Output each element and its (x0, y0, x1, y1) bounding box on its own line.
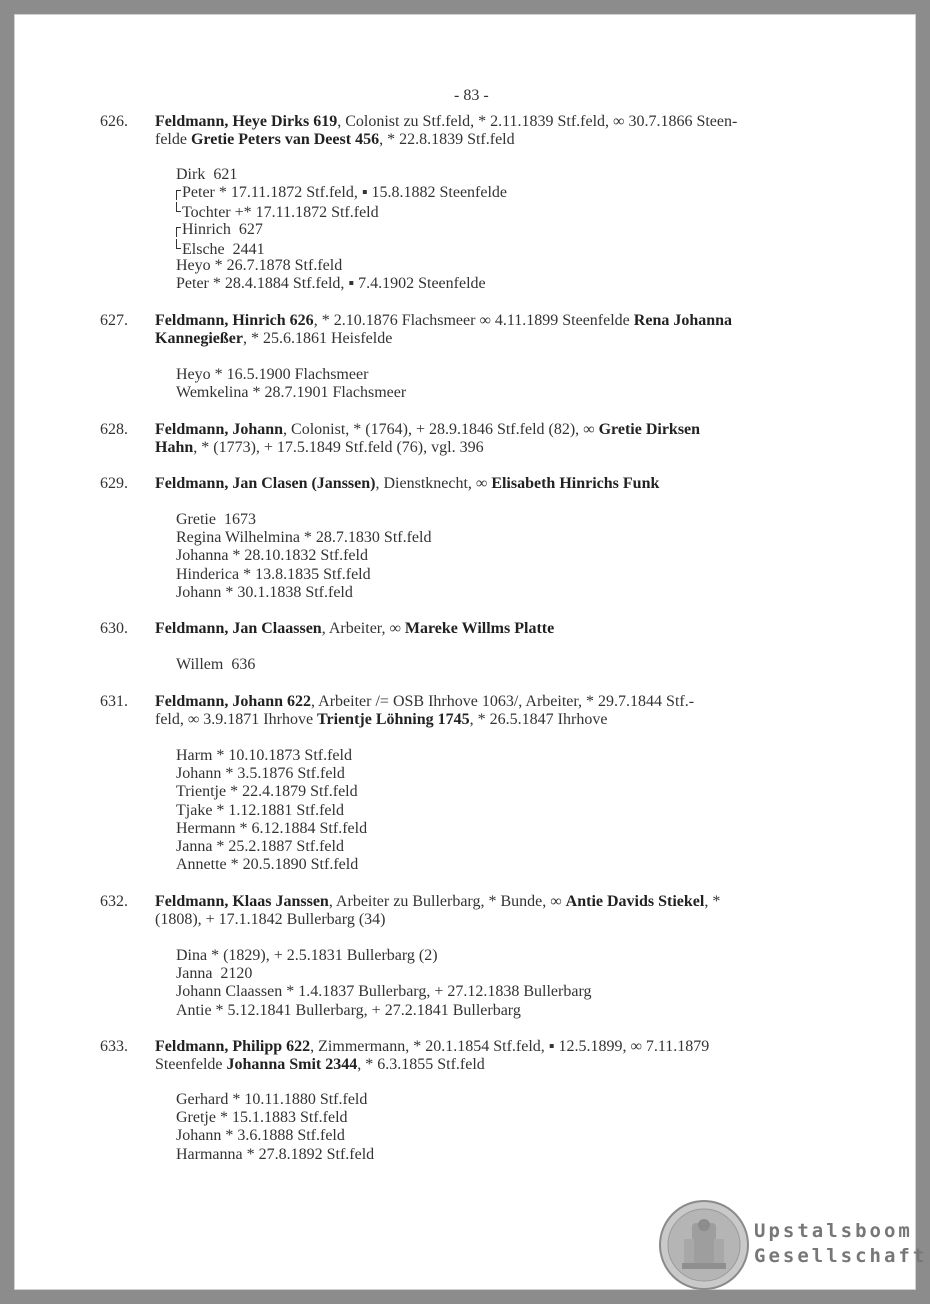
child-line: Harmanna * 27.8.1892 Stf.feld (176, 1145, 375, 1163)
person-name: Feldmann, Philipp 622 (155, 1038, 311, 1055)
bracket-mark (176, 190, 181, 200)
entry-number: 631. (100, 693, 128, 710)
heading-text: , * 25.6.1861 Heisfelde (243, 330, 393, 347)
heading-text: , * (1773), + 17.5.1849 Stf.feld (76), vgl. 396 (193, 439, 484, 456)
child-line: Heyo * 16.5.1900 Flachsmeer (176, 366, 369, 383)
entry-heading (155, 475, 855, 493)
children-630 (176, 656, 836, 674)
page-number: - 83 - (454, 87, 489, 104)
child-line: Regina Wilhelmina * 28.7.1830 Stf.feld (176, 529, 432, 547)
child-line: Heyo * 26.7.1878 Stf.feld (176, 256, 343, 274)
person-name: Feldmann, Heye Dirks 619 (155, 113, 338, 130)
spouse-name: Elisabeth Hinrichs Funk (491, 475, 660, 492)
heading-text: , Colonist, * (1764), + 28.9.1846 Stf.feld (82), ∞ (283, 421, 599, 438)
child-line: Willem 636 (176, 656, 256, 673)
child-line: Trientje * 22.4.1879 Stf.feld (176, 783, 358, 801)
child-line: Peter * 17.11.1872 Stf.feld, ▪ 15.8.1882 Steenfelde (176, 184, 836, 202)
entry-number: 629. (100, 475, 128, 492)
heading-text: felde (155, 131, 191, 148)
spouse-name: Trientje Löhning 1745 (317, 711, 470, 728)
heading-text: , Colonist zu Stf.feld, * 2.11.1839 Stf.feld, ∞ 30.7.1866 Steen- (337, 113, 738, 130)
children-629 (176, 511, 836, 602)
entry-number: 633. (100, 1038, 128, 1055)
child-line: Gerhard * 10.11.1880 Stf.feld (176, 1091, 368, 1108)
child-line: Dina * (1829), + 2.5.1831 Bullerbarg (2) (176, 947, 438, 964)
document-page (14, 14, 928, 1290)
heading-text: , * 22.8.1839 Stf.feld (379, 131, 515, 148)
spouse-name: Kannegießer (155, 330, 243, 347)
entry-number: 628. (100, 421, 128, 438)
entry-number: 627. (100, 312, 128, 329)
heading-text: , Arbeiter zu Bullerbarg, * Bunde, ∞ (328, 893, 566, 910)
child-line: Tjake * 1.12.1881 Stf.feld (176, 801, 344, 819)
children-631 (176, 747, 836, 874)
child-line: Wemkelina * 28.7.1901 Flachsmeer (176, 384, 407, 402)
spouse-name: Gretie Dirksen (598, 421, 701, 438)
person-name: Feldmann, Johann (155, 421, 284, 438)
entry-number: 632. (100, 893, 128, 910)
child-line: Johann Claassen * 1.4.1837 Bullerbarg, + 27.12.1838 Bullerbarg (176, 983, 592, 1001)
heading-text: , * 6.3.1855 Stf.feld (357, 1056, 485, 1073)
person-name: Feldmann, Klaas Janssen (155, 893, 329, 910)
heading-text: , Zimmermann, * 20.1.1854 Stf.feld, ▪ 12.5.1899, ∞ 7.11.1879 (310, 1038, 710, 1055)
child-line: Janna 2120 (176, 965, 253, 983)
child-line: Johann * 3.5.1876 Stf.feld (176, 765, 345, 783)
heading-text: , Arbeiter /= OSB Ihrhove 1063/, Arbeiter, * 29.7.1844 Stf.- (311, 693, 695, 710)
child-line: Johanna * 28.10.1832 Stf.feld (176, 547, 368, 565)
children-626 (176, 166, 836, 293)
child-line: Hinrich 627 (176, 221, 836, 239)
child-line: Antie * 5.12.1841 Bullerbarg, + 27.2.1841 Bullerbarg (176, 1001, 521, 1019)
spouse-name: Rena Johanna (633, 312, 733, 329)
child-line: Annette * 20.5.1890 Stf.feld (176, 856, 359, 874)
bracket-mark (176, 239, 181, 249)
entry-heading (155, 421, 855, 457)
entry-heading (155, 620, 855, 638)
heading-text: , * (704, 893, 721, 910)
spouse-name: Mareke Willms Platte (404, 620, 555, 637)
heading-text: , * 2.10.1876 Flachsmeer ∞ 4.11.1899 Steenfelde (313, 312, 634, 329)
entry-heading (155, 113, 855, 149)
heading-text: , * 26.5.1847 Ihrhove (469, 711, 608, 728)
society-name: Upstalsboom Gesellschaft (754, 1220, 928, 1267)
spouse-name: Gretie Peters van Deest 456 (190, 131, 380, 148)
society-seal-icon (658, 1199, 750, 1291)
spouse-name: Johanna Smit 2344 (226, 1056, 358, 1073)
child-line: Dirk 621 (176, 166, 238, 183)
heading-text: Steenfelde (155, 1056, 227, 1073)
person-name: Feldmann, Jan Clasen (Janssen) (155, 475, 376, 492)
child-line: Janna * 25.2.1887 Stf.feld (176, 837, 344, 855)
child-line: Gretje * 15.1.1883 Stf.feld (176, 1109, 348, 1127)
person-name: Feldmann, Hinrich 626 (155, 312, 314, 329)
entry-number: 630. (100, 620, 128, 637)
entry-heading (155, 693, 855, 729)
spouse-name: Hahn (155, 439, 194, 456)
heading-text: , Arbeiter, ∞ (321, 620, 405, 637)
child-line: Johann * 30.1.1838 Stf.feld (176, 583, 353, 601)
child-line: Johann * 3.6.1888 Stf.feld (176, 1127, 345, 1145)
bracket-mark (176, 202, 181, 212)
child-line: Tochter +* 17.11.1872 Stf.feld (176, 202, 836, 220)
child-line: Gretie 1673 (176, 511, 256, 528)
children-633 (176, 1091, 836, 1164)
entry-heading (155, 312, 855, 348)
person-name: Feldmann, Jan Claassen (155, 620, 322, 637)
entry-heading (155, 893, 855, 929)
children-627 (176, 366, 836, 402)
entry-number: 626. (100, 113, 128, 130)
children-632 (176, 947, 836, 1020)
child-line: Elsche 2441 (176, 239, 836, 257)
spouse-name: Antie Davids Stiekel (565, 893, 705, 910)
person-name: Feldmann, Johann 622 (155, 693, 312, 710)
child-line: Harm * 10.10.1873 Stf.feld (176, 747, 352, 764)
entry-heading (155, 1038, 855, 1074)
heading-text: feld, ∞ 3.9.1871 Ihrhove (155, 711, 318, 728)
child-line: Hermann * 6.12.1884 Stf.feld (176, 819, 368, 837)
heading-text: , Dienstknecht, ∞ (375, 475, 492, 492)
bracket-mark (176, 227, 181, 237)
child-line: Peter * 28.4.1884 Stf.feld, ▪ 7.4.1902 Steenfelde (176, 275, 486, 293)
child-line: Hinderica * 13.8.1835 Stf.feld (176, 565, 371, 583)
heading-text: (1808), + 17.1.1842 Bullerbarg (34) (155, 911, 386, 928)
